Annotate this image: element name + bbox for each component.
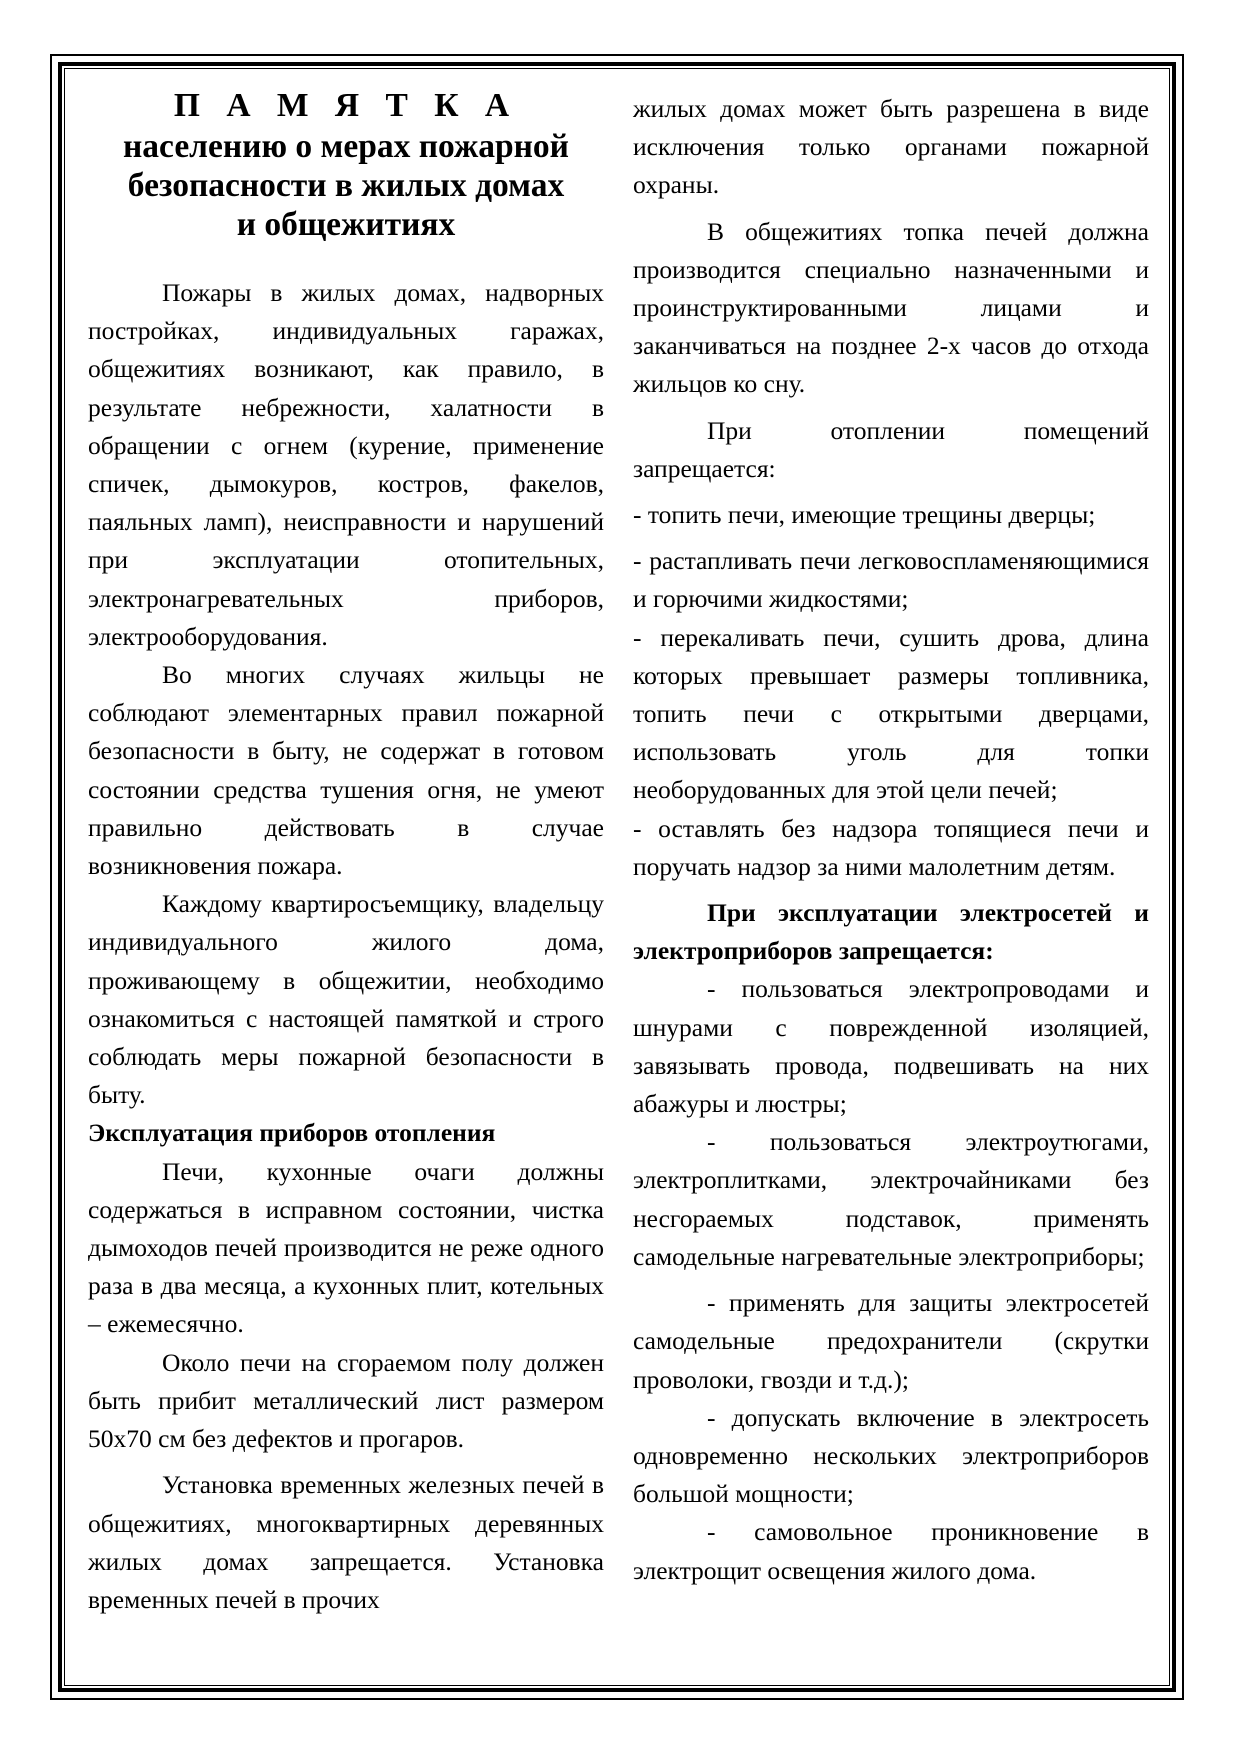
list-item-flammable-liquids: - растапливать печи легковоспламеняющимися и горючими жидкостями; (633, 546, 1149, 614)
list-item-overload: - допускать включение в электросеть одновременно нескольких электроприборов большой мощности; (633, 1402, 1149, 1509)
list-item-cracked-doors: - топить печи, имеющие трещины дверцы; (633, 500, 1096, 530)
list-item-fuses: - применять для защиты электросетей самодельные предохранители (скрутки проволоки, гвозди и т.д.); (633, 1288, 1149, 1394)
list-item-unattended: - оставлять без надзора топящиеся печи и поручать надзор за ними малолетним детям. (633, 813, 1149, 881)
list-item-irons: - пользоваться электроутюгами, электроплитками, электрочайниками без несгораемых подставок, применять самодельные нагревательные электроприборы; (633, 1127, 1149, 1271)
paragraph-heating-prohibited: При отоплении помещений запрещается: (633, 415, 1149, 483)
paragraph-residents: Во многих случаях жильцы не соблюдают элементарных правил пожарной безопасности в быту, не содержат в готовом состоянии средства тушения огня, не умеют правильно действовать в случае возникновения пожара. (88, 660, 604, 881)
title-line-3: безопасности в жилых домах (127, 167, 565, 204)
list-item-overheating: - перекаливать печи, сушить дрова, длина которых превышает размеры топливника, топить печи с открытыми дверцами, использовать уголь для топки необорудованных для этой цели печей; (633, 622, 1149, 805)
paragraph-tenants: Каждому квартиросъемщику, владельцу индивидуального жилого дома, проживающему в общежитии, необходимо ознакомиться с настоящей памяткой и строго соблюдать меры пожарной безопасности в быту. (88, 889, 604, 1110)
section-heading-heating: Эксплуатация приборов отопления (88, 1118, 496, 1148)
title-line-2: населению о мерах пожарной (122, 128, 569, 165)
paragraph-temporary-stoves: Установка временных железных печей в общежитиях, многоквартирных деревянных жилых домах запрещается. Установка временных печей в прочих (88, 1470, 604, 1614)
right-column (633, 90, 1149, 1590)
section-heading-electrical: При эксплуатации электросетей и электроприборов запрещается: (633, 898, 1149, 966)
paragraph-stoves: Печи, кухонные очаги должны содержаться в исправном состоянии, чистка дымоходов печей производится не реже одного раза в два месяца, а кухонных плит, котельных – ежемесячно. (88, 1156, 604, 1339)
list-item-damaged-wires: - пользоваться электропроводами и шнурами с поврежденной изоляцией, завязывать провода, подвешивать на них абажуры и люстры; (633, 974, 1149, 1119)
paragraph-continuation: жилых домах может быть разрешена в виде исключения только органами пожарной охраны. (633, 94, 1149, 200)
paragraph-dormitory-heating: В общежитиях топка печей должна производится специально назначенными и проинструктированными лицами и заканчиваться на позднее 2-х часов до отхода жильцов ко сну. (633, 216, 1149, 399)
left-column (88, 86, 604, 1619)
page-title (88, 86, 604, 244)
paragraph-intro: Пожары в жилых домах, надворных постройках, индивидуальных гаражах, общежитиях возникают, как правило, в результате небрежности, халатности в обращении с огнем (курение, применение спичек, дымокуров, костров, факелов, паяльных ламп), неисправности и нарушений при эксплуатации отопительных, электронагревательных приборов, электрооборудования. (88, 278, 604, 651)
title-line-4: и общежитиях (236, 206, 456, 243)
paragraph-metal-sheet: Около печи на сгораемом полу должен быть прибит металлический лист размером 50х70 см без дефектов и прогаров. (88, 1347, 604, 1454)
title-line-1: П А М Я Т К А (173, 87, 519, 124)
list-item-electrical-panel: - самовольное проникновение в электрощит освещения жилого дома. (633, 1517, 1149, 1585)
